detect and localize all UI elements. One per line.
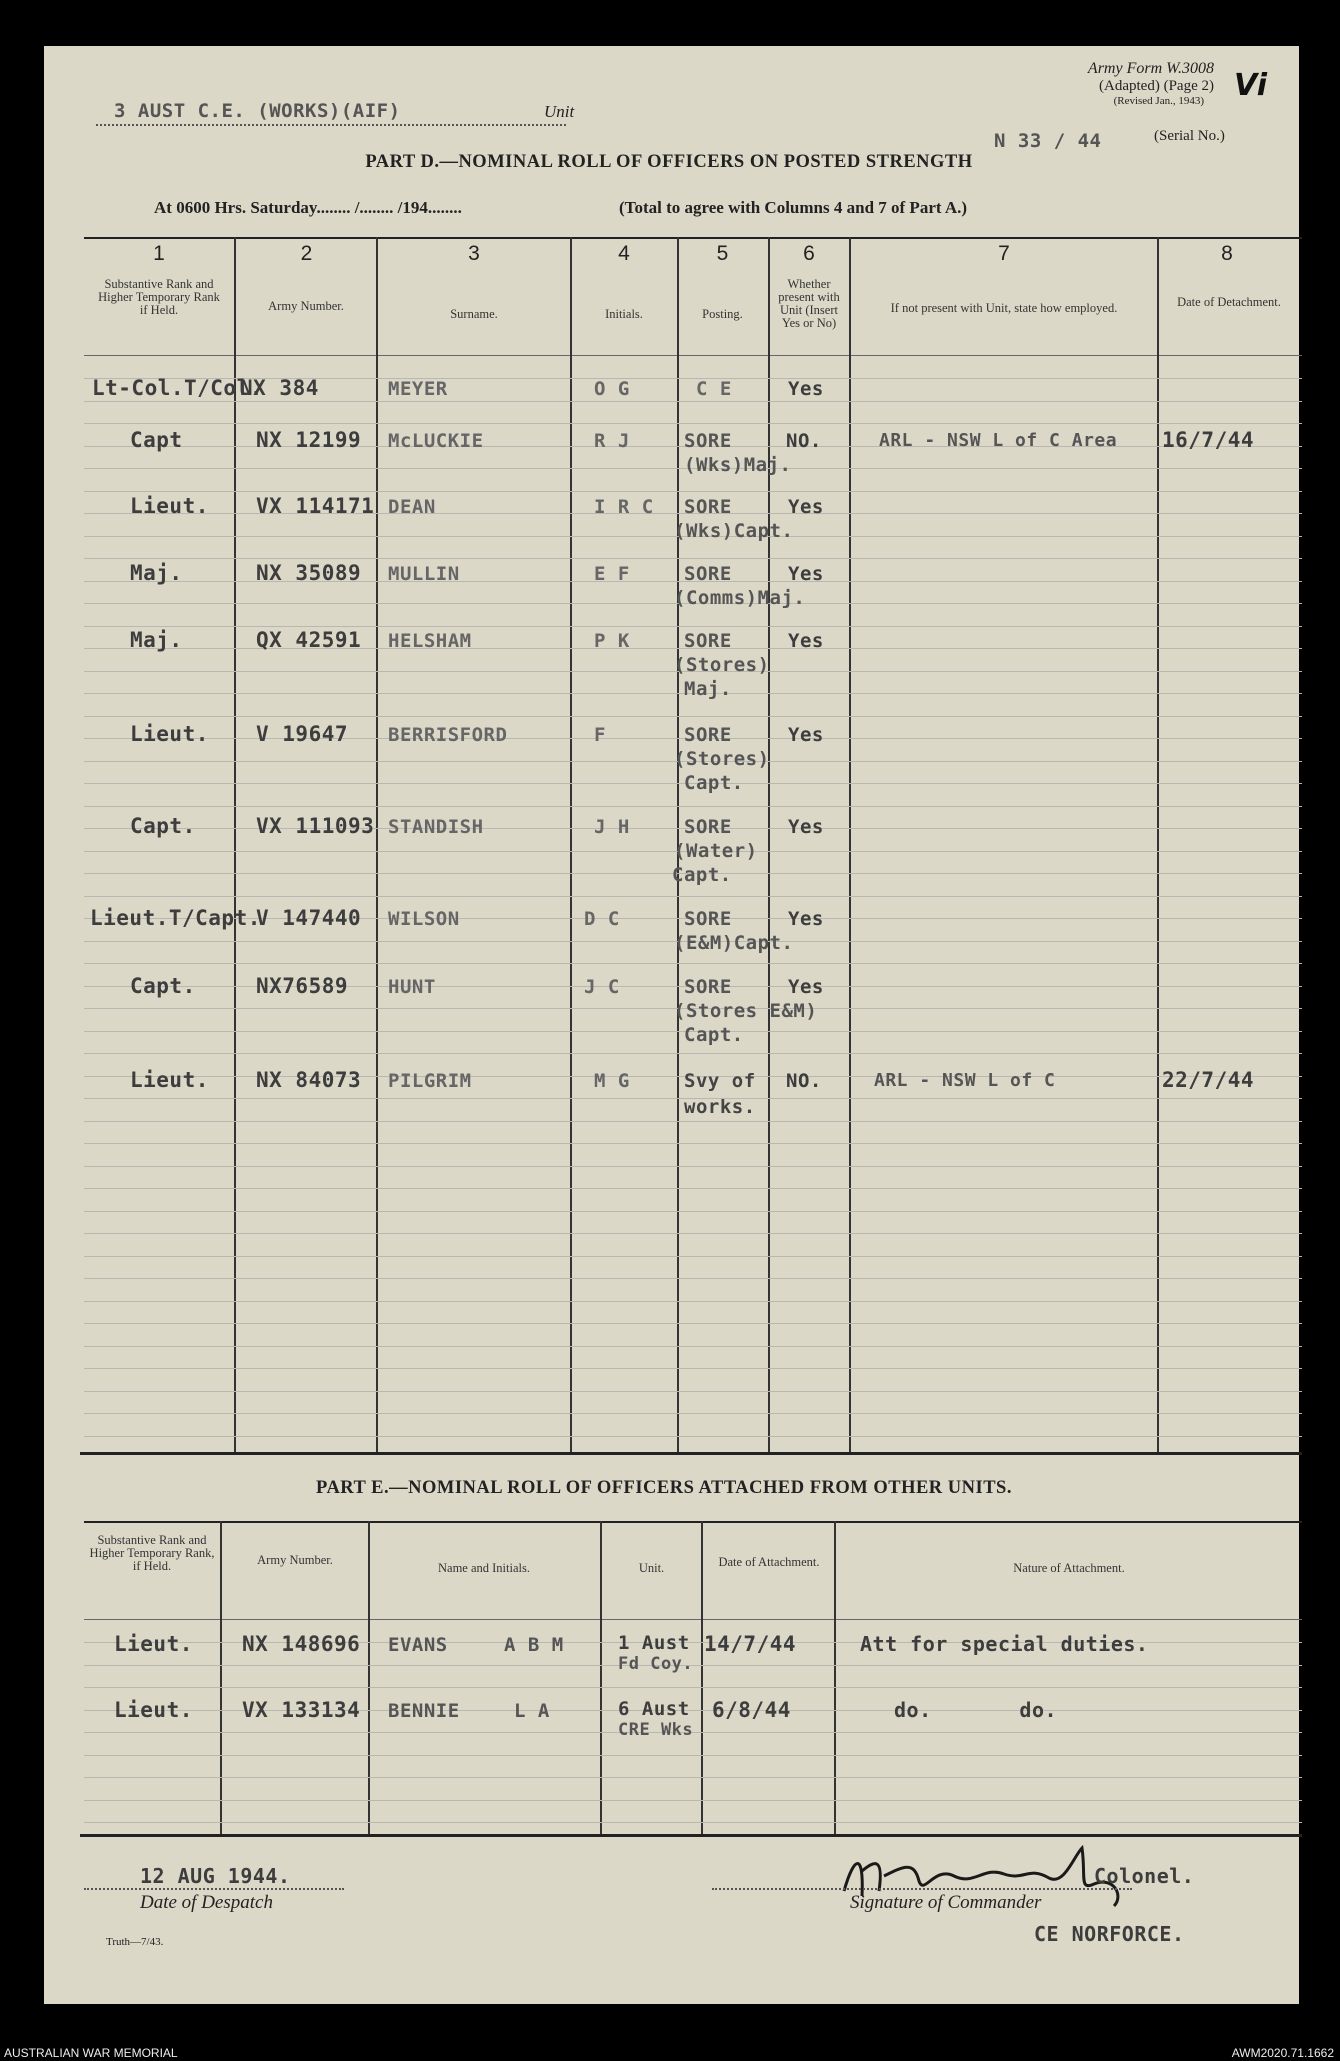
despatch-label: Date of Despatch: [140, 1892, 273, 1913]
row-present: Yes: [788, 976, 824, 998]
e-header-army-number: Army Number.: [257, 1553, 333, 1567]
row-surname: BERRISFORD: [388, 724, 508, 746]
e-header-rank: Substantive Rank and Higher Temporary Rank, if Held.: [89, 1533, 215, 1573]
ruled-line: [84, 1278, 1302, 1279]
row-unit-line2: CRE Wks: [618, 1720, 694, 1740]
ruled-line: [84, 963, 1302, 964]
e-header-name: Name and Initials.: [438, 1561, 530, 1575]
row-unit: 6 Aust: [618, 1698, 690, 1720]
row-rank: Lieut.T/Capt.: [90, 906, 261, 930]
row-initials: J H: [594, 816, 630, 838]
row-posting-line2: (Wks)Maj.: [684, 454, 792, 476]
ruled-line: [84, 1800, 1302, 1801]
ruled-line: [84, 558, 1302, 559]
ruled-line: [84, 1346, 1302, 1347]
col-header-date: Date of Detachment.: [1177, 295, 1281, 309]
form-sheet: [44, 46, 1299, 2004]
despatch-dotted-line: [84, 1888, 344, 1890]
ruled-line: [84, 1256, 1302, 1257]
row-surname: MEYER: [388, 378, 448, 400]
row-posting: SORE: [684, 630, 732, 652]
row-initials: M G: [594, 1070, 630, 1092]
row-number: NX 12199: [256, 428, 362, 452]
row-initials: L A: [514, 1700, 550, 1722]
row-rank: Lieut.: [130, 722, 209, 746]
row-posting: SORE: [684, 724, 732, 746]
part-e-title: PART E.—NOMINAL ROLL OF OFFICERS ATTACHED FROM OTHER UNITS.: [316, 1478, 1012, 1498]
ruled-line: [84, 1121, 1302, 1122]
row-posting-line2: (Stores): [674, 748, 770, 770]
row-rank: Capt: [130, 428, 183, 452]
ruled-line: [84, 1436, 1302, 1437]
footer-left: AUSTRALIAN WAR MEMORIAL: [4, 2046, 178, 2060]
ruled-line: [84, 401, 1302, 402]
row-posting-line2: (Wks)Capt.: [674, 520, 794, 542]
form-title: Army Form W.3008: [1087, 60, 1214, 77]
row-posting-line3: Capt.: [672, 864, 732, 886]
row-initials: P K: [594, 630, 630, 652]
row-unit-line2: Fd Coy.: [618, 1654, 694, 1674]
ruled-line: [84, 1368, 1302, 1369]
row-initials: I R C: [594, 496, 654, 518]
row-posting: SORE: [684, 908, 732, 930]
ruled-line: [84, 1188, 1302, 1189]
row-present: Yes: [788, 563, 824, 585]
col-num-3: 3: [468, 242, 480, 265]
row-unit: 1 Aust: [618, 1632, 690, 1654]
row-present: Yes: [788, 816, 824, 838]
row-date: 22/7/44: [1162, 1068, 1255, 1092]
row-posting-line3: Capt.: [684, 772, 744, 794]
row-surname: HUNT: [388, 976, 436, 998]
unit-dotted-line: [96, 122, 566, 126]
row-initials: D C: [584, 908, 620, 930]
unit-value: 3 AUST C.E. (WORKS)(AIF): [114, 100, 401, 122]
form-revised: (Revised Jan., 1943): [1113, 95, 1204, 107]
signature-label: Signature of Commander: [850, 1892, 1042, 1913]
col-header-employed: If not present with Unit, state how employed.: [890, 301, 1118, 315]
serial-label: (Serial No.): [1154, 128, 1225, 144]
row-surname: McLUCKIE: [388, 430, 484, 452]
ruled-line: [84, 626, 1302, 627]
handwritten-mark: Vi: [1234, 68, 1267, 103]
row-rank: Maj.: [130, 561, 183, 585]
row-posting-line2: (E&M)Capt.: [674, 932, 794, 954]
row-present: Yes: [788, 630, 824, 652]
e-header-date: Date of Attachment.: [718, 1555, 820, 1569]
row-initials: R J: [594, 430, 630, 452]
row-nature: Att for special duties.: [860, 1632, 1149, 1656]
despatch-date: 12 AUG 1944.: [140, 1864, 291, 1888]
row-present: Yes: [788, 378, 824, 400]
row-present: NO.: [786, 430, 822, 452]
col-header-present: Whether present with Unit (Insert Yes or No): [778, 277, 840, 330]
ruled-line: [84, 1166, 1302, 1167]
row-posting: SORE: [684, 816, 732, 838]
row-initials: J C: [584, 976, 620, 998]
ruled-line: [84, 491, 1302, 492]
col-num-6: 6: [803, 242, 815, 265]
at-time-line: At 0600 Hrs. Saturday........ /........ /194........: [154, 198, 462, 217]
ruled-line: [84, 1233, 1302, 1234]
row-initials: E F: [594, 563, 630, 585]
ruled-line: [84, 1391, 1302, 1392]
row-number: NX 148696: [242, 1632, 361, 1656]
col-num-1: 1: [153, 242, 165, 265]
row-number: V 147440: [256, 906, 362, 930]
col-header-posting: Posting.: [702, 307, 743, 321]
col-num-7: 7: [998, 242, 1010, 265]
ruled-line: [84, 1687, 1302, 1688]
row-rank: Lieut.: [114, 1698, 193, 1722]
row-rank: Lt-Col.T/Col.: [92, 376, 263, 400]
ruled-line: [84, 423, 1302, 424]
col-header-surname: Surname.: [450, 307, 498, 321]
ruled-line: [84, 1323, 1302, 1324]
ruled-line: [84, 716, 1302, 717]
row-number: NX 84073: [256, 1068, 362, 1092]
row-rank: Capt.: [130, 974, 196, 998]
row-rank: Lieut.: [114, 1632, 193, 1656]
row-number: VX 133134: [242, 1698, 361, 1722]
ruled-line: [84, 806, 1302, 807]
ruled-line: [84, 1755, 1302, 1756]
ruled-line: [84, 896, 1302, 897]
col-num-5: 5: [716, 242, 729, 265]
col-num-4: 4: [618, 242, 630, 265]
row-posting: Svy of: [684, 1070, 756, 1092]
ruled-line: [84, 1413, 1302, 1414]
row-employed: ARL - NSW L of C Area: [879, 430, 1118, 451]
row-posting: SORE: [684, 563, 732, 585]
total-note: (Total to agree with Columns 4 and 7 of Part A.): [619, 198, 968, 217]
row-number: NX 35089: [256, 561, 362, 585]
row-posting-line3: Maj.: [684, 678, 732, 700]
signature-dotted-line: [712, 1888, 1132, 1890]
row-surname: PILGRIM: [388, 1070, 472, 1092]
row-rank: Lieut.: [130, 1068, 209, 1092]
colonel-rank: Colonel.: [1094, 1864, 1195, 1888]
row-posting-line2: (Stores E&M): [674, 1000, 818, 1022]
row-surname: WILSON: [388, 908, 460, 930]
row-surname: HELSHAM: [388, 630, 472, 652]
command-name: CE NORFORCE.: [1034, 1922, 1185, 1946]
row-nature: do. do.: [894, 1698, 1058, 1722]
row-present: Yes: [788, 496, 824, 518]
row-posting-line2: (Comms)Maj.: [674, 587, 806, 609]
footer-right: AWM2020.71.1662: [1231, 2046, 1334, 2060]
serial-value: N 33 / 44: [994, 130, 1102, 152]
col-header-initials: Initials.: [605, 307, 643, 321]
row-surname: DEAN: [388, 496, 436, 518]
row-number: V 19647: [256, 722, 349, 746]
row-initials: A B M: [504, 1634, 564, 1656]
row-number: VX 114171: [256, 494, 375, 518]
col-num-2: 2: [300, 242, 313, 265]
ruled-line: [84, 1211, 1302, 1212]
row-number: QX 42591: [256, 628, 362, 652]
row-surname: STANDISH: [388, 816, 484, 838]
row-present: NO.: [786, 1070, 822, 1092]
row-posting-line3: Capt.: [684, 1024, 744, 1046]
row-posting-line2: works.: [684, 1096, 756, 1118]
unit-label: Unit: [544, 102, 575, 121]
row-name: BENNIE: [388, 1700, 460, 1722]
row-present: Yes: [788, 908, 824, 930]
ruled-line: [84, 1143, 1302, 1144]
ruled-line: [84, 1822, 1302, 1823]
row-employed: ARL - NSW L of C: [874, 1070, 1056, 1091]
row-name: EVANS: [388, 1634, 448, 1656]
row-rank: Capt.: [130, 814, 196, 838]
row-number: NX 384: [240, 376, 319, 400]
row-posting-line2: (Water): [674, 840, 758, 862]
e-header-unit: Unit.: [638, 1561, 665, 1575]
row-surname: MULLIN: [388, 563, 460, 585]
printer-imprint: Truth—7/43.: [106, 1936, 164, 1948]
ruled-line: [84, 1777, 1302, 1778]
row-posting-line2: (Stores): [674, 654, 770, 676]
ruled-line: [84, 1301, 1302, 1302]
row-initials: O G: [594, 378, 630, 400]
col-num-8: 8: [1221, 242, 1233, 265]
row-present: Yes: [788, 724, 824, 746]
ruled-line: [84, 1053, 1302, 1054]
col-header-rank: Substantive Rank and Higher Temporary Rank if Held.: [98, 277, 220, 317]
col-header-army-number: Army Number.: [268, 299, 344, 313]
row-posting: SORE: [684, 976, 732, 998]
row-posting: SORE: [684, 430, 732, 452]
row-posting: SORE: [684, 496, 732, 518]
row-initials: F: [594, 724, 606, 746]
row-number: NX76589: [256, 974, 349, 998]
row-rank: Maj.: [130, 628, 183, 652]
row-date: 14/7/44: [704, 1632, 797, 1656]
row-posting: C E: [696, 378, 732, 400]
e-header-nature: Nature of Attachment.: [1013, 1561, 1125, 1575]
row-date: 6/8/44: [712, 1698, 791, 1722]
row-date: 16/7/44: [1162, 428, 1255, 452]
part-d-title: PART D.—NOMINAL ROLL OF OFFICERS ON POSTED STRENGTH: [365, 152, 973, 172]
row-number: VX 111093: [256, 814, 375, 838]
row-rank: Lieut.: [130, 494, 209, 518]
form-adapted: (Adapted) (Page 2): [1099, 78, 1214, 94]
